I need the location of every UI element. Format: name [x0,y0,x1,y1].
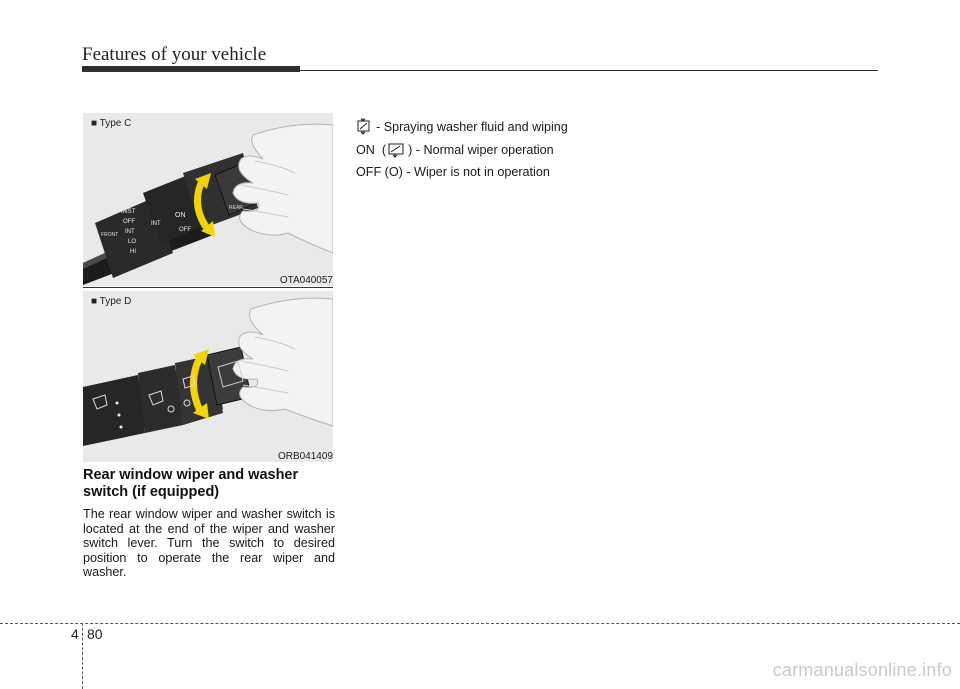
figure-rule [83,287,333,288]
mode-on-prefix: ON ( [356,142,387,157]
wiper-modes-list [356,116,776,184]
mode-off-text: OFF (O) - Wiper is not in operation [356,165,550,180]
figure-type-label: ■ Type C [91,118,135,129]
header-bar [82,66,300,72]
mode-off-line [356,161,776,184]
watermark: carmanualsonline.info [772,660,952,680]
mode-washer-line [356,116,776,139]
footer-rule [0,623,960,624]
figure-code: ORB041409 [277,451,333,462]
label-off-ring: OFF [179,227,191,233]
section-title: Rear window wiper and washer switch (if equipped) [83,467,299,500]
header-title: Features of your vehicle [82,44,267,65]
section-body: The rear window wiper and washer switch is located at the end of the wiper and washer switch lever. Turn the switch to desired position to operate the rear wiper and washer. [83,507,335,580]
label-lo: LO [128,239,137,245]
label-off: OFF [123,219,135,225]
footer-divider [82,623,83,689]
washer-spray-icon [356,118,376,136]
wiper-lever-illustration-d [83,291,333,462]
page-number: 80 [87,626,103,642]
label-hi: HI [130,249,136,255]
mode-washer-text: - Spraying washer fluid and wiping [376,120,568,135]
wiper-lever-illustration-c [83,113,333,286]
mode-on-line [356,139,776,162]
label-front: FRONT [101,232,119,238]
label-rear: REAR [229,205,243,211]
label-int-ring: INT [151,221,161,227]
label-int: INT [125,229,135,235]
label-mist: MIST [121,209,136,215]
chapter-number: 4 [71,626,79,642]
figure-type-label: ■ Type D [91,296,135,307]
rear-wiper-icon [386,141,408,159]
header-rule [300,70,878,71]
label-on: ON [175,212,186,219]
figure-type-d [83,291,333,462]
figure-code: OTA040057 [279,275,333,286]
mode-on-text: ) - Normal wiper operation [408,142,554,157]
figure-type-c [83,113,333,286]
